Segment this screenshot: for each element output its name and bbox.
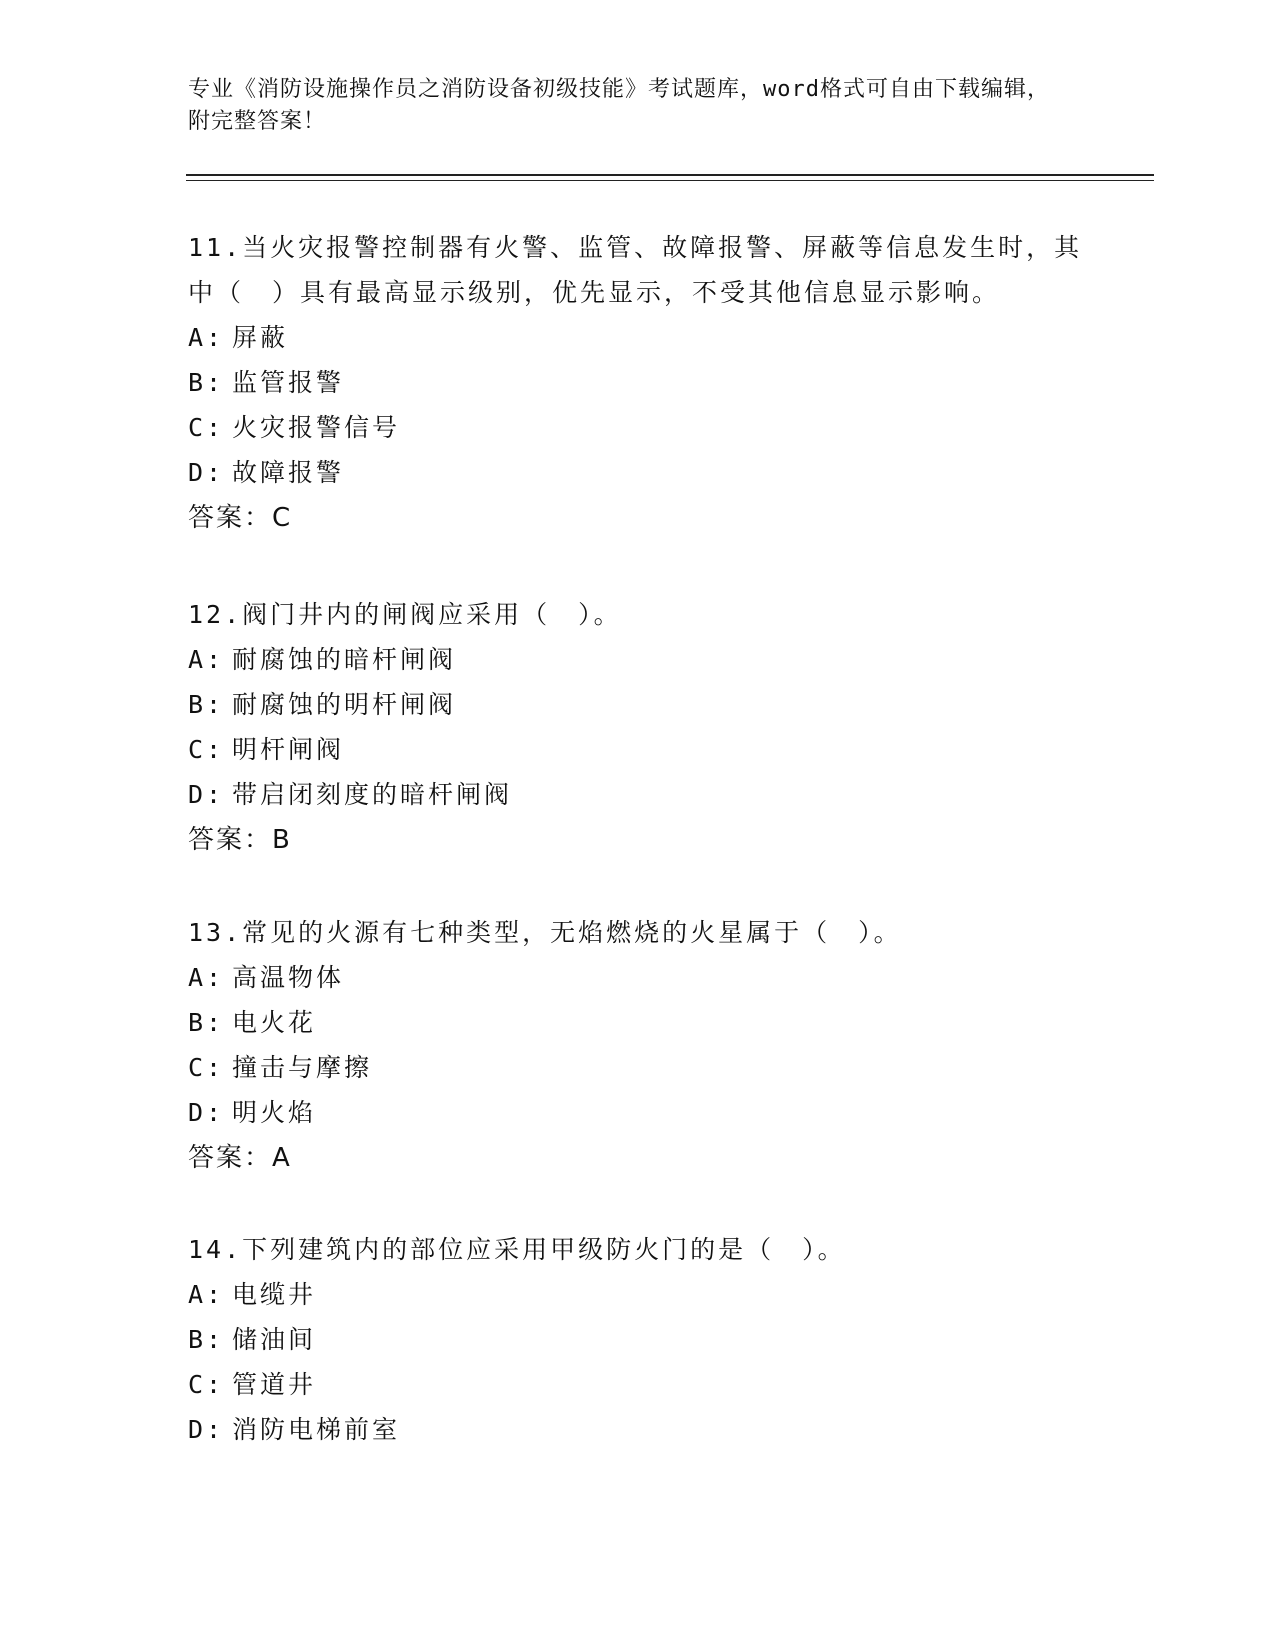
option-text: 储油间 xyxy=(232,1325,317,1354)
option-a xyxy=(188,955,1088,1000)
option-d xyxy=(188,450,1088,495)
option-key: C: xyxy=(188,1370,225,1399)
option-key: A: xyxy=(188,963,225,992)
option-key: C: xyxy=(188,1053,225,1082)
option-text: 屏蔽 xyxy=(232,323,289,352)
question-stem: 13.常见的火源有七种类型，无焰燃烧的火星属于（ ）。 xyxy=(188,918,902,947)
option-d xyxy=(188,772,1088,817)
option-text: 电缆井 xyxy=(232,1280,317,1309)
option-text: 火灾报警信号 xyxy=(232,413,401,442)
option-key: B: xyxy=(188,1008,225,1037)
option-text: 管道井 xyxy=(232,1370,317,1399)
option-key: D: xyxy=(188,780,225,809)
option-key: A: xyxy=(188,645,225,674)
option-key: D: xyxy=(188,458,225,487)
option-c xyxy=(188,1362,1088,1407)
question-stem: 14.下列建筑内的部位应采用甲级防火门的是（ ）。 xyxy=(188,1235,846,1264)
option-text: 故障报警 xyxy=(232,458,345,487)
option-key: C: xyxy=(188,413,225,442)
answer-line: 答案：C xyxy=(188,503,293,533)
option-text: 撞击与摩擦 xyxy=(232,1053,373,1082)
question-11 xyxy=(188,225,1088,541)
option-key: B: xyxy=(188,1325,225,1354)
option-text: 明杆闸阀 xyxy=(232,735,345,764)
option-key: B: xyxy=(188,690,225,719)
option-text: 消防电梯前室 xyxy=(232,1415,401,1444)
header-divider-thick xyxy=(186,174,1154,176)
document-header: 专业《消防设施操作员之消防设备初级技能》考试题库，word格式可自由下载编辑，附完整答案！ xyxy=(188,77,1050,134)
option-d xyxy=(188,1407,1088,1452)
option-b xyxy=(188,360,1088,405)
option-key: C: xyxy=(188,735,225,764)
answer-line: 答案：B xyxy=(188,825,292,855)
option-b xyxy=(188,682,1088,727)
question-12 xyxy=(188,592,1088,863)
option-text: 监管报警 xyxy=(232,368,345,397)
option-key: D: xyxy=(188,1098,225,1127)
option-key: D: xyxy=(188,1415,225,1444)
option-key: A: xyxy=(188,323,225,352)
option-key: B: xyxy=(188,368,225,397)
question-stem: 12.阀门井内的闸阀应采用（ ）。 xyxy=(188,600,622,629)
question-13 xyxy=(188,910,1088,1181)
question-stem: 11.当火灾报警控制器有火警、监管、故障报警、屏蔽等信息发生时，其中（ ）具有最高显示级别，优先显示，不受其他信息显示影响。 xyxy=(188,233,1083,307)
option-text: 明火焰 xyxy=(232,1098,317,1127)
option-text: 高温物体 xyxy=(232,963,345,992)
option-a xyxy=(188,1272,1088,1317)
option-text: 耐腐蚀的明杆闸阀 xyxy=(232,690,457,719)
option-key: A: xyxy=(188,1280,225,1309)
option-text: 耐腐蚀的暗杆闸阀 xyxy=(232,645,457,674)
option-d xyxy=(188,1090,1088,1135)
option-a xyxy=(188,315,1088,360)
option-c xyxy=(188,405,1088,450)
header-divider-thin xyxy=(186,180,1154,181)
answer-line: 答案：A xyxy=(188,1143,292,1173)
option-b xyxy=(188,1317,1088,1362)
option-c xyxy=(188,727,1088,772)
option-a xyxy=(188,637,1088,682)
question-14 xyxy=(188,1227,1088,1452)
option-b xyxy=(188,1000,1088,1045)
option-c xyxy=(188,1045,1088,1090)
option-text: 电火花 xyxy=(232,1008,317,1037)
option-text: 带启闭刻度的暗杆闸阀 xyxy=(232,780,513,809)
